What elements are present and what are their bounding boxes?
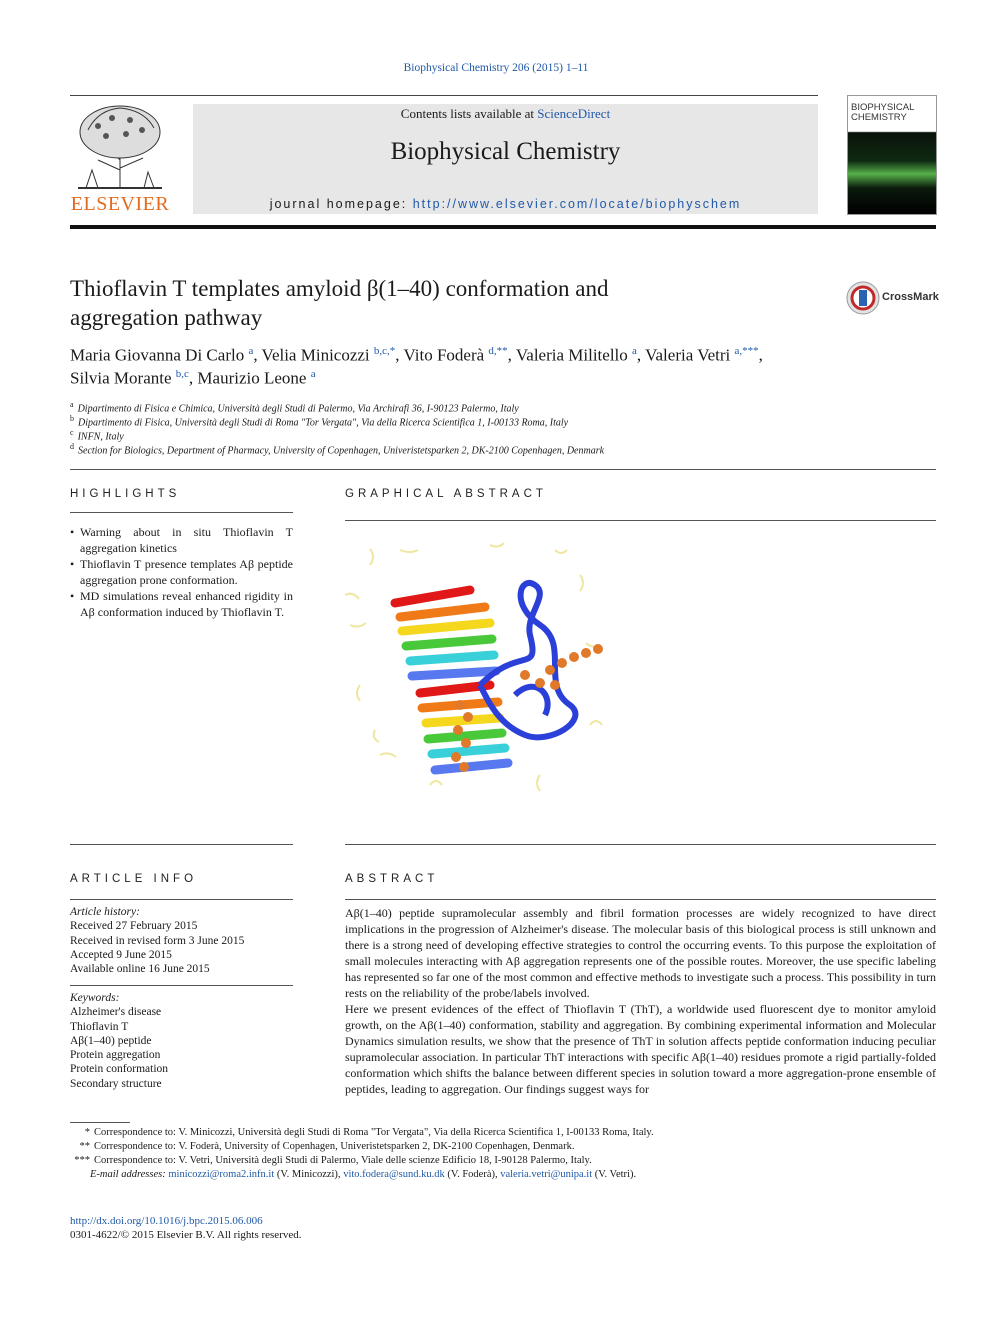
highlights-rule (70, 512, 293, 513)
contents-line (193, 106, 818, 122)
author-sup[interactable]: a (310, 368, 316, 380)
keyword: Alzheimer's disease (70, 1006, 162, 1019)
keyword: Protein aggregation (70, 1049, 161, 1062)
footnote-text: Correspondence to: V. Foderà, University of Copenhagen, Univeristetsparken 2, DK-2100 Copenhagen, Denmark. (94, 1141, 575, 1152)
author-sup[interactable]: d,** (488, 345, 508, 357)
affiliation-mark: d (70, 442, 74, 451)
abstract-heading: ABSTRACT (345, 873, 439, 885)
author-name[interactable]: Valeria Vetri (645, 345, 731, 365)
keywords-rule (70, 985, 293, 986)
affiliation (70, 400, 940, 414)
author-name[interactable]: Silvia Morante (70, 368, 172, 388)
author-name[interactable]: Velia Minicozzi (261, 345, 370, 365)
copyright: 0301-4622/© 2015 Elsevier B.V. All rights reserved. (70, 1229, 302, 1241)
highlight-item: • Thioflavin T presence templates Aβ peptide aggregation prone conformation. (70, 556, 293, 588)
cover-title: BIOPHYSICAL CHEMISTRY (851, 102, 915, 123)
affiliation (70, 414, 940, 428)
email-owner: (V. Minicozzi), (276, 1169, 341, 1180)
history-label: Article history: (70, 906, 140, 918)
email-link[interactable]: valeria.vetri@unipa.it (500, 1169, 593, 1180)
highlights-list (70, 524, 293, 620)
history-item: Accepted 9 June 2015 (70, 948, 172, 961)
affiliation-text: Dipartimento di Fisica, Università degli Studi di Roma "Tor Vergata", Via della Ricerca Scientifica 1, I-00133 Roma, Italy (78, 417, 569, 429)
affiliation (70, 442, 940, 456)
affiliation (70, 428, 940, 442)
history-item: Received 27 February 2015 (70, 920, 198, 933)
keyword: Thioflavin T (70, 1020, 129, 1033)
affiliation-text: INFN, Italy (77, 431, 124, 443)
author-name[interactable]: Maurizio Leone (197, 368, 307, 388)
footnote-mark: ** (79, 1141, 90, 1152)
homepage-link[interactable]: http://www.elsevier.com/locate/biophyschem (412, 197, 742, 211)
section-rule (70, 469, 936, 470)
footnote-rule (70, 1122, 130, 1123)
email-link[interactable]: minicozzi@roma2.infn.it (168, 1169, 275, 1180)
author-sup[interactable]: b,c (175, 368, 189, 380)
graphical-abstract-rule (345, 520, 936, 521)
journal-reference[interactable]: Biophysical Chemistry 206 (2015) 1–11 (403, 62, 589, 74)
keyword: Protein conformation (70, 1063, 169, 1076)
article-info-heading: ARTICLE INFO (70, 873, 198, 885)
correspondence-footnote (70, 1154, 936, 1168)
article-title: Thioflavin T templates amyloid β(1–40) conformation and aggregation pathway (70, 276, 609, 330)
author-sup[interactable]: b,c,* (373, 345, 396, 357)
abstract-top-rule (345, 844, 936, 845)
author-sup[interactable]: a,*** (734, 345, 759, 357)
authors-line-2: Silvia Morante $^{b,c}$, Maurizio Leone $^a$ (70, 368, 316, 388)
header-thick-rule (70, 225, 936, 229)
author-name[interactable]: Vito Foderà (403, 345, 485, 365)
article-history (70, 905, 293, 976)
keyword: Aβ(1–40) peptide (70, 1034, 152, 1047)
highlight-item: • Warning about in situ Thioflavin T aggregation kinetics (70, 524, 293, 556)
email-owner: (V. Vetri). (594, 1169, 637, 1180)
crossmark-badge[interactable] (846, 281, 946, 317)
journal-title: Biophysical Chemistry (390, 138, 621, 165)
crossmark-label: CrossMark (882, 291, 939, 303)
abstract-rule (345, 899, 936, 900)
footnote-text: Correspondence to: V. Minicozzi, Università degli Studi di Roma "Tor Vergata", Via della Ricerca Scientifica 1, I-00133 Roma, Italy. (94, 1127, 654, 1138)
footnote-mark: *** (74, 1155, 90, 1166)
correspondence-footnote (70, 1126, 936, 1140)
affiliation-text: Section for Biologics, Department of Pharmacy, University of Copenhagen, Univeristetsparken 2, DK-2100 Copenhagen, Denmark (78, 445, 605, 457)
highlights-heading: HIGHLIGHTS (70, 488, 181, 500)
email-owner: (V. Foderà), (447, 1169, 498, 1180)
contents-prefix: Contents lists available at (400, 106, 538, 121)
footnote-mark: * (84, 1127, 90, 1138)
header-rule (70, 95, 818, 96)
affiliation-mark: c (70, 428, 74, 437)
author-sup[interactable]: a (248, 345, 254, 357)
keywords (70, 991, 293, 1091)
correspondence-footnote (70, 1140, 936, 1154)
footnote-text: Correspondence to: V. Vetri, Università degli Studi di Palermo, Viale delle scienze Edificio 18, I-90128 Palermo, Italy. (94, 1155, 592, 1166)
history-item: Received in revised form 3 June 2015 (70, 934, 245, 947)
history-item: Available online 16 June 2015 (70, 963, 210, 976)
author-name[interactable]: Valeria Militello (515, 345, 628, 365)
authors-line-1: Maria Giovanna Di Carlo $^a$, Velia Minicozzi $^{b,c,*}$, Vito Foderà $^{d,**}$, Valeria Militello $^a$, Valeria Vetri $^{a,***}$, (70, 345, 763, 365)
abstract-paragraph: Aβ(1–40) peptide supramolecular assembly and fibril formation processes are widely recognized to have direct implications in the progression of Alzheimer's disease. The molecular basis of this biological process is still unknown and there is a strong need of developing effective strategies to control the occurring events. To this purpose the exploitation of small molecules interacting with Aβ aggregation represents one of the possible routes. Moreover, the use specific labeling has represented so far one of the most common and effective methods to investigate such a process. This possibility in turn rests on the reliability of the probe/labels involved. (345, 906, 936, 1000)
abstract-body (345, 905, 936, 1097)
highlight-item: • MD simulations reveal enhanced rigidity in Aβ conformation induced by Thioflavin T. (70, 588, 293, 620)
author-sup[interactable]: a (632, 345, 637, 357)
keyword: Secondary structure (70, 1077, 162, 1090)
journal-homepage (193, 197, 818, 211)
email-link[interactable]: vito.fodera@sund.ku.dk (343, 1169, 445, 1180)
elsevier-wordmark: ELSEVIER (70, 193, 170, 215)
graphical-abstract-image[interactable] (340, 535, 620, 805)
author-name[interactable]: Maria Giovanna Di Carlo (70, 345, 245, 365)
article-info-rule (70, 899, 293, 900)
sciencedirect-link[interactable]: ScienceDirect (537, 106, 611, 121)
crossmark-icon (846, 281, 880, 315)
affiliation-mark: a (70, 400, 74, 409)
abstract-paragraph: Here we present evidences of the effect of Thioflavin T (ThT), a worldwide used fluorescent dye to monitor amyloid growth, on the Aβ(1–40) conformation, stability and aggregation. By combining experimental information and Molecular Dynamics simulation results, we show that the presence of ThT in solution affects peptide conformation inducing peculiar supramolecular association. In particular ThT interactions with specific Aβ(1–40) residues promote a rigid partially-folded conformation which shifts the balance between different species in solution toward a more aggregation-prone ensemble of peptides, leading to aggregation. Our findings suggest ways for (345, 1002, 936, 1096)
keywords-label: Keywords: (70, 992, 120, 1004)
affiliation-text: Dipartimento di Fisica e Chimica, Università degli Studi di Palermo, Via Archirafi 36, I-90123 Palermo, Italy (77, 403, 519, 415)
affiliation-mark: b (70, 414, 74, 423)
graphical-abstract-heading: GRAPHICAL ABSTRACT (345, 488, 547, 500)
homepage-prefix: journal homepage: (269, 197, 413, 211)
doi-link[interactable]: http://dx.doi.org/10.1016/j.bpc.2015.06.006 (70, 1215, 263, 1227)
email-addresses (70, 1168, 956, 1182)
article-info-top-rule (70, 844, 293, 845)
email-label: E-mail addresses: (90, 1169, 166, 1180)
